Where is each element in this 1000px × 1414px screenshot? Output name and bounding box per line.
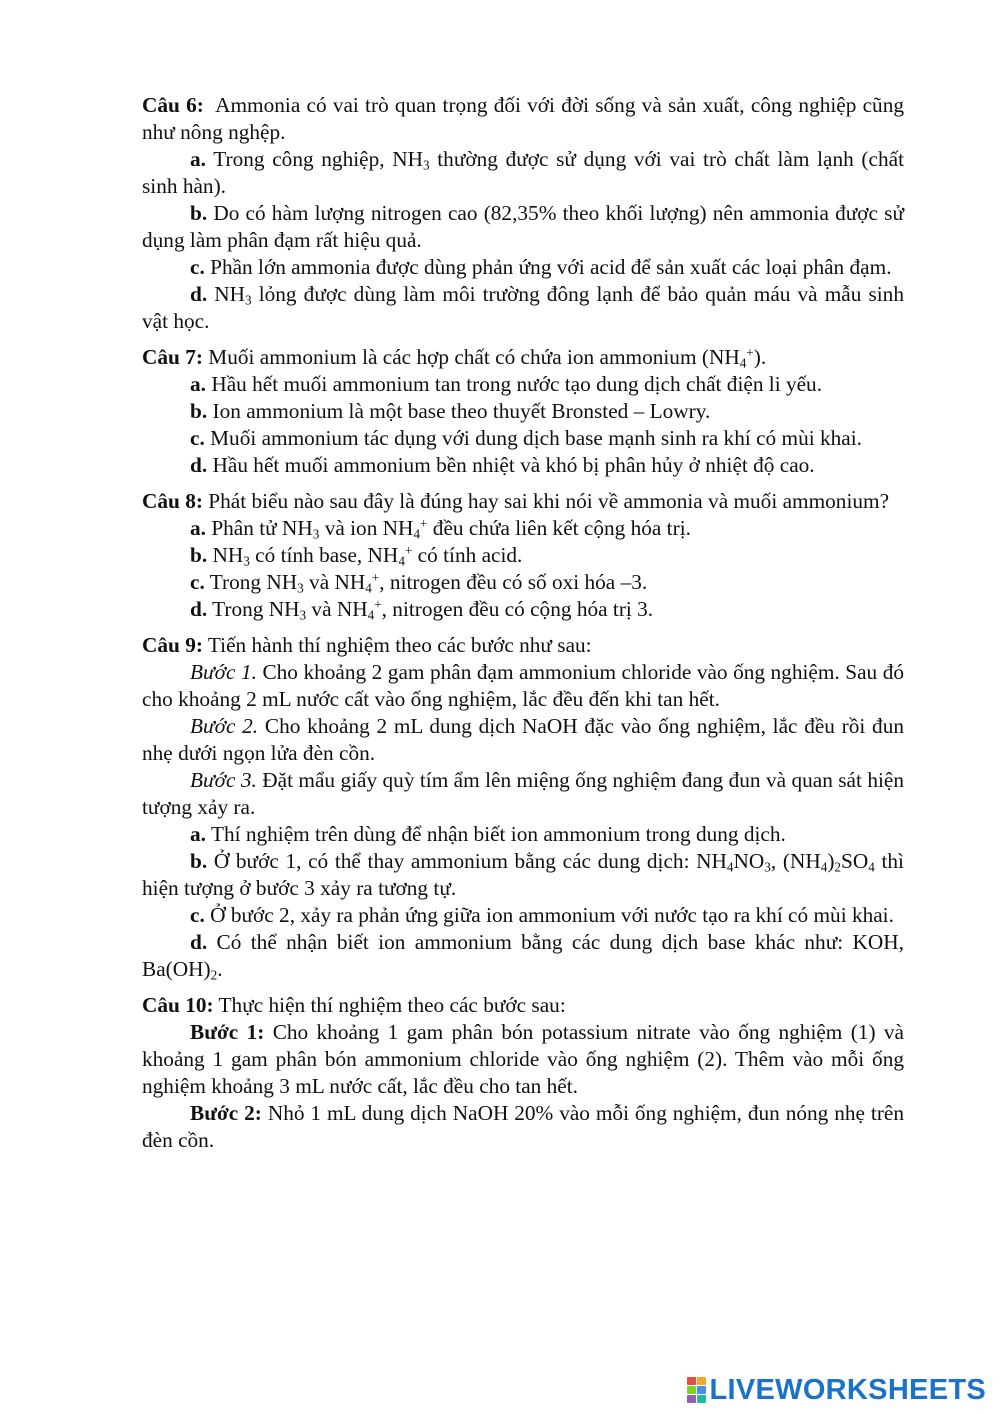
question-9-step-3: Bước 3. Đặt mẩu giấy quỳ tím ẩm lên miệng ống nghiệm đang đun và quan sát hiện tượng xảy ra. xyxy=(142,768,904,819)
question-9-step-2: Bước 2. Cho khoảng 2 mL dung dịch NaOH đặc vào ống nghiệm, lắc đều rồi đun nhẹ dưới ngọn lửa đèn cồn. xyxy=(142,714,904,765)
question-7-stem: Câu 7: Muối ammonium là các hợp chất có chứa ion ammonium $(NH_4^+)$. xyxy=(142,344,767,371)
question-7-option-c: c. Muối ammonium tác dụng với dung dịch base mạnh sinh ra khí có mùi khai. xyxy=(190,426,862,450)
question-8-option-c: c. Trong $NH_3$ và $NH_4^+$, nitrogen đều có số oxi hóa –3. xyxy=(190,569,648,596)
question-9-stem: Câu 9: Tiến hành thí nghiệm theo các bước như sau: xyxy=(142,633,592,657)
question-9-option-b: b. Ở bước 1, có thể thay ammonium bằng các dung dịch: $NH_4NO_3$, $(NH_4)_2SO_4$ thì hiện tượng ở bước 3 xảy ra tương tự. xyxy=(142,849,904,900)
question-9-option-d: d. Có thể nhận biết ion ammonium bằng các dung dịch base khác như: KOH, $Ba(OH)_2$. xyxy=(142,930,904,983)
question-10 xyxy=(142,992,904,1154)
question-7-option-b: b. Ion ammonium là một base theo thuyết Bronsted – Lowry. xyxy=(190,399,711,423)
question-8 xyxy=(142,488,904,623)
question-8-option-b: b. $NH_3$ có tính base, $NH_4^+$ có tính acid. xyxy=(190,542,523,569)
question-9-step-1: Bước 1. Cho khoảng 2 gam phân đạm ammonium chloride vào ống nghiệm. Sau đó cho khoảng 2 mL nước cất vào ống nghiệm, lắc đều đến khi tan hết. xyxy=(142,660,904,711)
question-10-step-2: Bước 2: Nhỏ 1 mL dung dịch NaOH 20% vào mỗi ống nghiệm, đun nóng nhẹ trên đèn cồn. xyxy=(142,1101,905,1152)
liveworksheets-logo-icon xyxy=(687,1377,706,1403)
question-8-option-a: a. Phân tử $NH_3$ và ion $NH_4^+$ đều chứa liên kết cộng hóa trị. xyxy=(190,515,691,542)
question-10-step-1: Bước 1: Cho khoảng 1 gam phân bón potassium nitrate vào ống nghiệm (1) và khoảng 1 gam phân bón ammonium chloride vào ống nghiệm (2). Thêm vào mỗi ống nghiệm khoảng 3 mL nước cất, lắc đều cho tan hết. xyxy=(142,1020,905,1098)
question-7 xyxy=(142,344,904,479)
question-8-label: Câu 8: xyxy=(142,489,203,513)
question-10-label: Câu 10: xyxy=(142,993,214,1017)
question-7-label: Câu 7: xyxy=(142,345,203,369)
question-6-option-b: b. Do có hàm lượng nitrogen cao (82,35% theo khối lượng) nên ammonia được sử dụng làm phân đạm rất hiệu quả. xyxy=(142,201,904,252)
question-8-stem: Câu 8: Phát biểu nào sau đây là đúng hay sai khi nói về ammonia và muối ammonium? xyxy=(142,489,890,513)
worksheet-page xyxy=(142,92,904,1154)
question-6-label: Câu 6: xyxy=(142,93,204,117)
question-10-stem: Câu 10: Thực hiện thí nghiệm theo các bước sau: xyxy=(142,993,566,1017)
liveworksheets-logo xyxy=(687,1372,987,1408)
question-6 xyxy=(142,92,904,335)
question-9-label: Câu 9: xyxy=(142,633,203,657)
question-7-option-d: d. Hầu hết muối ammonium bền nhiệt và khó bị phân hủy ở nhiệt độ cao. xyxy=(190,453,815,477)
liveworksheets-logo-text: LIVEWORKSHEETS xyxy=(709,1373,986,1406)
question-8-option-d: d. Trong $NH_3$ và $NH_4^+$, nitrogen đều có cộng hóa trị 3. xyxy=(190,596,654,623)
question-6-option-a: a. Trong công nghiệp, $NH_3$ thường được sử dụng với vai trò chất làm lạnh (chất sinh hàn). xyxy=(142,147,904,198)
question-7-option-a: a. Hầu hết muối ammonium tan trong nước tạo dung dịch chất điện li yếu. xyxy=(190,372,823,396)
question-9-option-c: c. Ở bước 2, xảy ra phản ứng giữa ion ammonium với nước tạo ra khí có mùi khai. xyxy=(190,903,894,927)
question-6-stem: Câu 6: Ammonia có vai trò quan trọng đối với đời sống và sản xuất, công nghiệp cũng như nông nghệp. xyxy=(142,93,905,144)
question-6-option-d: d. $NH_3$ lỏng được dùng làm môi trường đông lạnh để bảo quản máu và mẫu sinh vật học. xyxy=(142,282,904,333)
question-6-option-c: c. Phần lớn ammonia được dùng phản ứng với acid để sản xuất các loại phân đạm. xyxy=(190,255,892,279)
question-9 xyxy=(142,632,904,983)
question-9-option-a: a. Thí nghiệm trên dùng để nhận biết ion ammonium trong dung dịch. xyxy=(190,822,786,846)
